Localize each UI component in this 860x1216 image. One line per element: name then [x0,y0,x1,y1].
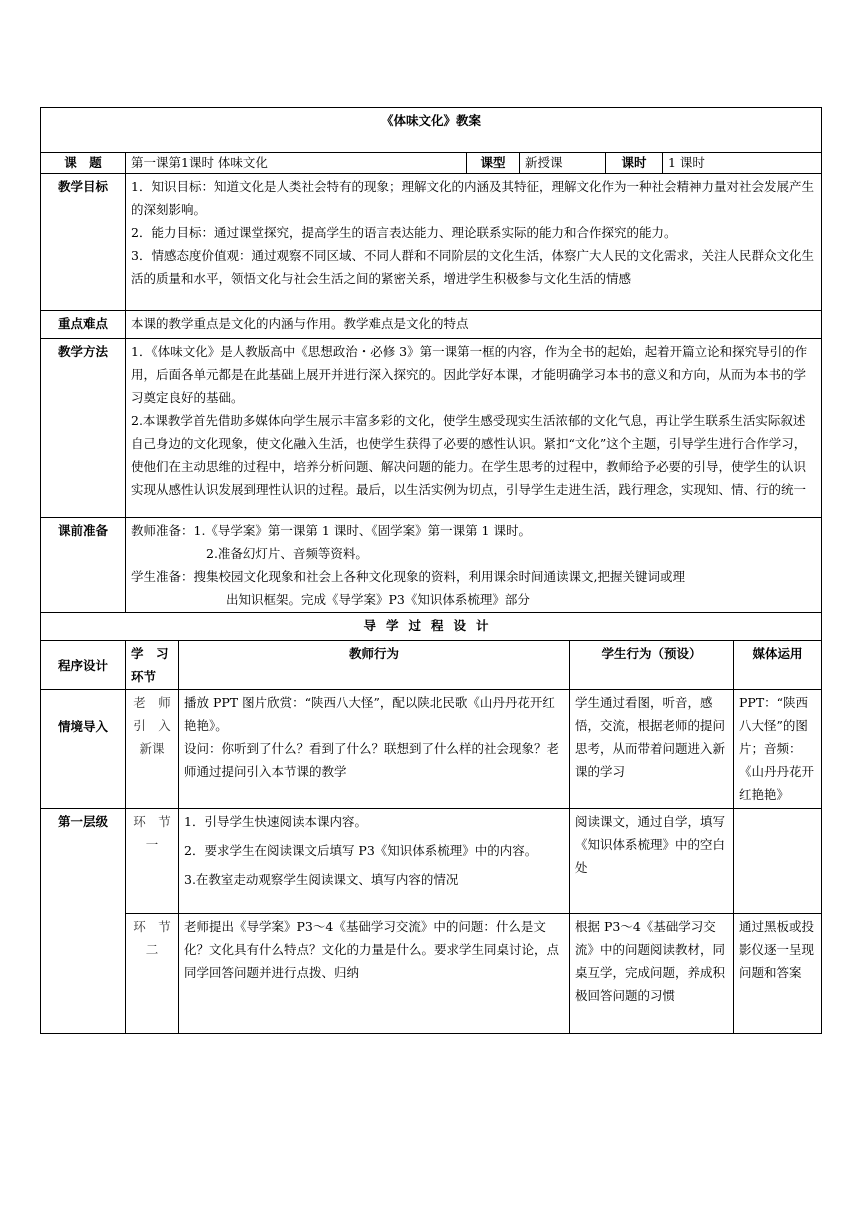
header-student: 学生行为（预设） [570,641,734,690]
step2-student: 根据 P3～4《基础学习交流》中的问题阅读教材，同桌互学，完成问题，养成积极回答问题的习惯 [570,914,734,1034]
intro-stage: 老 师引 入新课 [126,690,179,809]
step1-stage: 环 节一 [126,809,179,914]
teacher-prep-1: 教师准备：1.《导学案》第一课第 1 课时、《固学案》第一课第 1 课时。 [131,523,531,538]
step2-media: 通过黑板或投影仪逐一呈现问题和答案 [734,914,822,1034]
type-label: 课型 [467,153,520,174]
preparation-label: 课前准备 [41,518,126,613]
objective-knowledge: 1．知识目标：知道文化是人类社会特有的现象；理解文化的内涵及其特征，理解文化作为一种社会精神力量对社会发展产生的深刻影响。 [131,179,814,217]
key-points-label: 重点难点 [41,311,126,339]
lesson-plan-table [40,107,822,1034]
teacher-prep-2: 2.准备幻灯片、音频等资料。 [206,546,368,561]
objective-ability: 2．能力目标：通过课堂探究，提高学生的语言表达能力、理论联系实际的能力和合作探究的能力。 [131,225,677,240]
key-points-text: 本课的教学重点是文化的内涵与作用。教学难点是文化的特点 [126,311,822,339]
objectives-label: 教学目标 [41,174,126,311]
hours-label: 课时 [606,153,663,174]
header-teacher: 教师行为 [179,641,570,690]
page-title: 《体味文化》教案 [41,108,822,153]
step2-stage: 环 节二 [126,914,179,1034]
intro-teacher [179,690,570,809]
intro-teacher-1: 播放 PPT 图片欣赏：“陕西八大怪”，配以陕北民歌《山丹丹花开红艳艳》。 [184,695,555,733]
intro-teacher-2: 设问：你听到了什么？看到了什么？联想到了什么样的社会现象？老师通过提问引入本节课的教学 [184,741,560,779]
step1-teacher-2: 2．要求学生在阅读课文后填写 P3《知识体系梳理》中的内容。 [184,843,538,858]
step1-teacher-1: 1．引导学生快速阅读本课内容。 [184,814,367,829]
type-value: 新授课 [520,153,606,174]
student-prep-2: 出知识框架。完成《导学案》P3《知识体系梳理》部分 [226,592,530,607]
step1-teacher-3: 3.在教室走动观察学生阅读课文、填写内容的情况 [184,872,459,887]
objectives-content [126,174,822,311]
header-program: 程序设计 [41,641,126,690]
topic-value: 第一课第1课时 体味文化 [126,153,467,174]
intro-media: PPT：“陕西八大怪”的图片；音频：《山丹丹花开红艳艳》 [734,690,822,809]
level1-program: 第一层级 [41,809,126,1034]
header-stage: 学 习环节 [126,641,179,690]
header-media: 媒体运用 [734,641,822,690]
step2-teacher: 老师提出《导学案》P3～4《基础学习交流》中的问题：什么是文化？文化具有什么特点？文化的力量是什么。要求学生同桌讨论，点同学回答问题并进行点拨、归纳 [179,914,570,1034]
intro-program: 情境导入 [41,690,126,809]
intro-student: 学生通过看图，听音，感悟，交流，根据老师的提问思考，从而带着问题进入新课的学习 [570,690,734,809]
methods-content [126,339,822,518]
student-prep-1: 学生准备：搜集校园文化现象和社会上各种文化现象的资料，利用课余时间通读课文,把握关键词或理 [131,569,685,584]
methods-label: 教学方法 [41,339,126,518]
step1-student: 阅读课文，通过自学，填写《知识体系梳理》中的空白处 [570,809,734,914]
objective-attitude: 3．情感态度价值观：通过观察不同区域、不同人群和不同阶层的文化生活，体察广大人民的文化需求，关注人民群众文化生活的质量和水平，领悟文化与社会生活之间的紧密关系，增进学生积极参与文化生活的情感 [131,248,814,286]
step1-media [734,809,822,914]
method-item-1: 1．《体味文化》是人教版高中《思想政治・必修 3》第一课第一框的内容，作为全书的起始，起着开篇立论和探究导引的作用，后面各单元都是在此基础上展开并进行深入探究的。因此学好本课，才能明确学习本书的意义和方向，从而为本书的学习奠定良好的基础。 [131,344,808,405]
method-item-2: 2.本课教学首先借助多媒体向学生展示丰富多彩的文化，使学生感受现实生活浓郁的文化气息，再让学生联系生活实际叙述自己身边的文化现象，使文化融入生活，也使学生获得了必要的感性认识。紧扣“文化”这个主题，引导学生进行合作学习，使他们在主动思维的过程中，培养分析问题、解决问题的能力。在学生思考的过程中，教师给予必要的引导，使学生的认识实现从感性认识发展到理性认识的过程。最后，以生活实例为切点，引导学生走进生活，践行理念，实现知、情、行的统一 [131,413,807,497]
preparation-content [126,518,822,613]
topic-label: 课 题 [41,153,126,174]
process-subtitle: 导学过程设计 [41,613,822,641]
hours-value: 1 课时 [663,153,822,174]
step1-teacher [179,809,570,914]
